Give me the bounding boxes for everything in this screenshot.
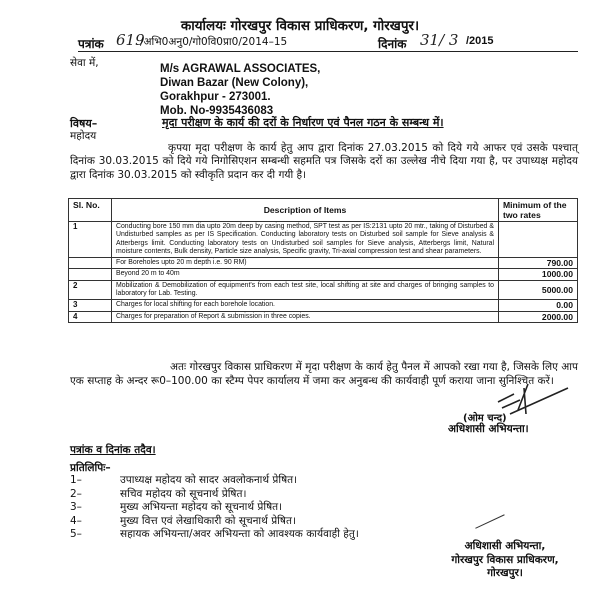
row-sl-number: 2 [69,280,112,300]
row-description: Charges for local shifting for each borehole location. [112,300,499,311]
copy-item-number: 1– [70,474,82,486]
signer-name: (ओम चन्द) [463,413,507,424]
row-description: Conducting bore 150 mm dia upto 20m deep by casing method, SPT test as per IS:2131 upto 20 mtr., taking of Disturbed & Undisturbed samples as per IS Specification. Conducting laboratory tests on Disturbed soil sample for Sieve analysis & Atterbergs limit. Conducting laboratory tests on Undisturbed soil samples for Sieve analysis, Atterbergs limit, Natural moisture contents, Bulk density, Particle size analysis, Specific gravity, Tri-axial compression test and shear parameters. [112,222,499,258]
row-sl-number [69,269,112,280]
copy-item-number: 5– [70,528,82,540]
row-sl-number: 4 [69,311,112,322]
recipient-name: M/s AGRAWAL ASSOCIATES, [160,63,321,75]
table-row [69,222,578,258]
copy-item-text: मुख्य वित्त एवं लेखाधिकारी को सूचनार्थ प्रेषित। [120,514,296,527]
footer-signature-block [395,540,600,581]
rates-table [68,198,578,323]
closing-paragraph: अतः गोरखपुर विकास प्राधिकरण में मृदा परीक्षण के कार्य हेतु पैनल में आपको रखा गया है, जिसके लिए आप एक सप्ताह के अन्दर रू0–100.00 का स्टैम्प पेपर कार्यालय में जमा कर अनुबन्ध की कार्यवाही पूर्ण कराया जाना सुनिश्चित करें। [70,361,578,388]
address-line-1: Diwan Bazar (New Colony), [160,77,309,89]
row-rate: 0.00 [499,300,578,311]
row-description: Beyond 20 m to 40m [112,269,499,280]
header-rate: Minimum of the two rates [499,199,578,222]
table-row [69,311,578,322]
ref-same-note: पत्रांक व दिनांक तदैव। [70,444,156,456]
mobile-number: Mob. No-9935436083 [160,105,274,117]
footer-line-3: गोरखपुर। [487,567,523,579]
table-row [69,258,578,269]
reference-line [78,33,578,52]
signature-stroke [475,514,505,529]
table-header-row [69,199,578,222]
subject-label: विषय– [70,117,98,130]
office-title: कार्यालयः गोरखपुर विकास प्राधिकरण, गोरखपुर। [180,18,420,34]
row-rate: 1000.00 [499,269,578,280]
date-label: दिनांक [378,37,407,51]
address-line-2: Gorakhpur - 273001. [160,91,271,103]
ref-number-handwritten: 619 [116,31,145,49]
footer-line-2: गोरखपुर विकास प्राधिकरण, [451,553,559,566]
row-sl-number: 1 [69,222,112,258]
date-handwritten: 31/ 3 [420,31,459,49]
recipient-address [160,62,320,118]
copy-item-text: सचिव महोदय को सूचनार्थ प्रेषित। [120,487,247,500]
salutation: महोदय [70,130,97,142]
copy-item-text: उपाध्यक्ष महोदय को सादर अवलोकनार्थ प्रेषित। [120,474,298,486]
row-rate: 2000.00 [499,311,578,322]
row-sl-number [69,258,112,269]
row-rate [499,222,578,258]
ref-path: /अभि0अनु0/गो0वि0प्रा0/2014–15 [140,36,288,48]
body-paragraph: कृपया मृदा परीक्षण के कार्य हेतु आप द्वारा दिनांक 27.03.2015 को दिये गये आफर एवं उसके पश्चात् दिनांक 30.03.2015 को दिये गये निगोसिएशन सम्बन्धी सहमति पत्र जिसके दरों का उल्लेख नीचे दिया गया है, पर उपाध्यक्ष महोदय द्वारा दिनांक 30.03.2015 को स्वीकृति प्रदान कर दी गयी है। [70,142,578,181]
to-label: सेवा में, [70,57,99,69]
ref-label: पत्रांक [78,37,104,51]
row-description: Mobilization & Demobilization of equipment's from each test site, local shifting at site and charges of bringing samples to laboratory for Lab. Testing. [112,280,499,300]
footer-line-1: अधिशासी अभियन्ता, [464,540,546,552]
header-description: Description of Items [112,199,499,222]
row-rate: 790.00 [499,258,578,269]
row-description: Charges for preparation of Report & submission in three copies. [112,311,499,322]
table-row [69,280,578,300]
copy-item-number: 2– [70,487,82,500]
row-sl-number: 3 [69,300,112,311]
copy-item-text: मुख्य अभियन्ता महोदय को सूचनार्थ प्रेषित। [120,501,283,513]
copy-item-number: 3– [70,501,82,513]
table-row [69,269,578,280]
subject-text: मृदा परीक्षण के कार्य की दरों के निर्धारण एवं पैनल गठन के सम्बन्ध में। [162,116,444,129]
row-rate: 5000.00 [499,280,578,300]
copy-label: प्रतिलिपिः– [70,462,111,474]
copy-item-number: 4– [70,514,82,527]
table-row [69,300,578,311]
copy-item-text: सहायक अभियन्ता/अवर अभियन्ता को आवश्यक कार्यवाही हेतु। [120,528,359,540]
row-description: For Boreholes upto 20 m depth i.e. 90 RM) [112,258,499,269]
date-year: /2015 [466,35,494,47]
header-sl-no: Sl. No. [69,199,112,222]
signer-title: अधिशासी अभियन्ता। [448,423,529,435]
